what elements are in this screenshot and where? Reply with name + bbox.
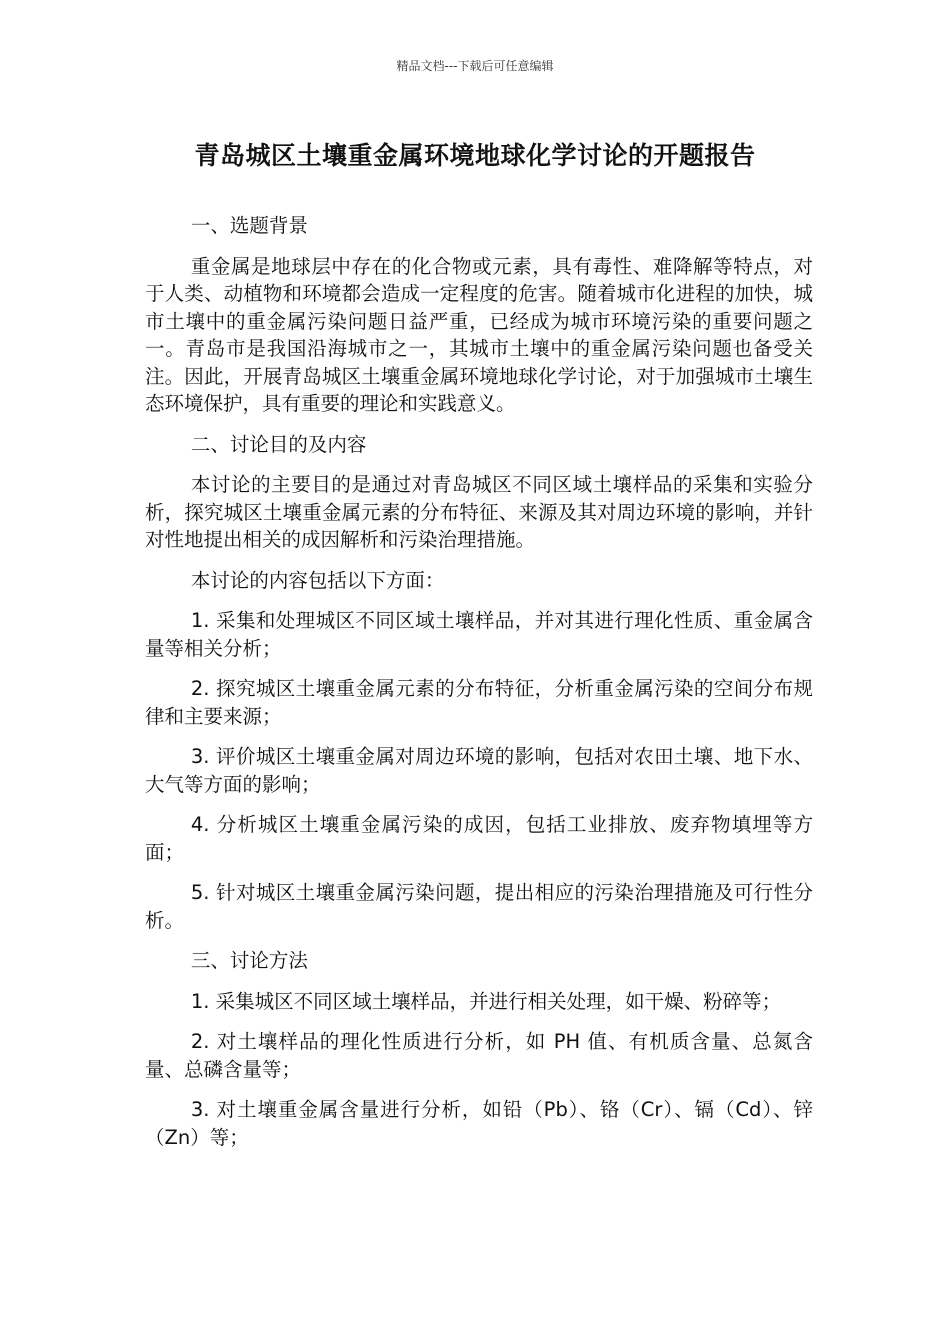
list-item-content-5: 5. 针对城区土壤重金属污染问题，提出相应的污染治理措施及可行性分析。 <box>145 881 813 932</box>
header-note: 精品文档---下载后可任意编辑 <box>396 59 554 73</box>
section-heading-background: 一、选题背景 <box>190 214 308 237</box>
list-item-method-1: 1. 采集城区不同区域土壤样品，并进行相关处理，如干燥、粉碎等； <box>190 989 782 1013</box>
list-item-method-2: 2. 对土壤样品的理化性质进行分析，如 PH 值、有机质含量、总氮含量、总磷含量等； <box>145 1030 813 1081</box>
list-item-method-3: 3. 对土壤重金属含量进行分析，如铅（Pb）、铬（Cr）、镉（Cd）、锌（Zn）等； <box>145 1098 813 1149</box>
document-body <box>145 212 813 1164</box>
section-heading-purpose: 二、讨论目的及内容 <box>190 432 367 456</box>
section-heading-methods: 三、讨论方法 <box>190 949 308 972</box>
paragraph-background: 重金属是地球层中存在的化合物或元素，具有毒性、难降解等特点，对于人类、动植物和环境都会造成一定程度的危害。随着城市化进程的加快，城市土壤中的重金属污染问题日益严重，已经成为城市环境污染的重要问题之一。青岛市是我国沿海城市之一，其城市土壤中的重金属污染问题也备受关注。因此，开展青岛城区土壤重金属环境地球化学讨论，对于加强城市土壤生态环境保护，具有重要的理论和实践意义。 <box>145 254 813 415</box>
paragraph-purpose: 本讨论的主要目的是通过对青岛城区不同区域土壤样品的采集和实验分析，探究城区土壤重金属元素的分布特征、来源及其对周边环境的影响，并针对性地提出相关的成因解析和污染治理措施。 <box>145 473 813 551</box>
document-title: 青岛城区土壤重金属环境地球化学讨论的开题报告 <box>194 141 756 170</box>
list-item-content-4: 4. 分析城区土壤重金属污染的成因，包括工业排放、废弃物填埋等方面； <box>145 813 813 864</box>
paragraph-content-intro: 本讨论的内容包括以下方面： <box>190 568 445 592</box>
list-item-content-2: 2. 探究城区土壤重金属元素的分布特征，分析重金属污染的空间分布规律和主要来源； <box>145 677 813 728</box>
list-item-content-1: 1. 采集和处理城区不同区域土壤样品，并对其进行理化性质、重金属含量等相关分析； <box>145 609 813 660</box>
list-item-content-3: 3. 评价城区土壤重金属对周边环境的影响，包括对农田土壤、地下水、大气等方面的影响； <box>145 745 813 796</box>
